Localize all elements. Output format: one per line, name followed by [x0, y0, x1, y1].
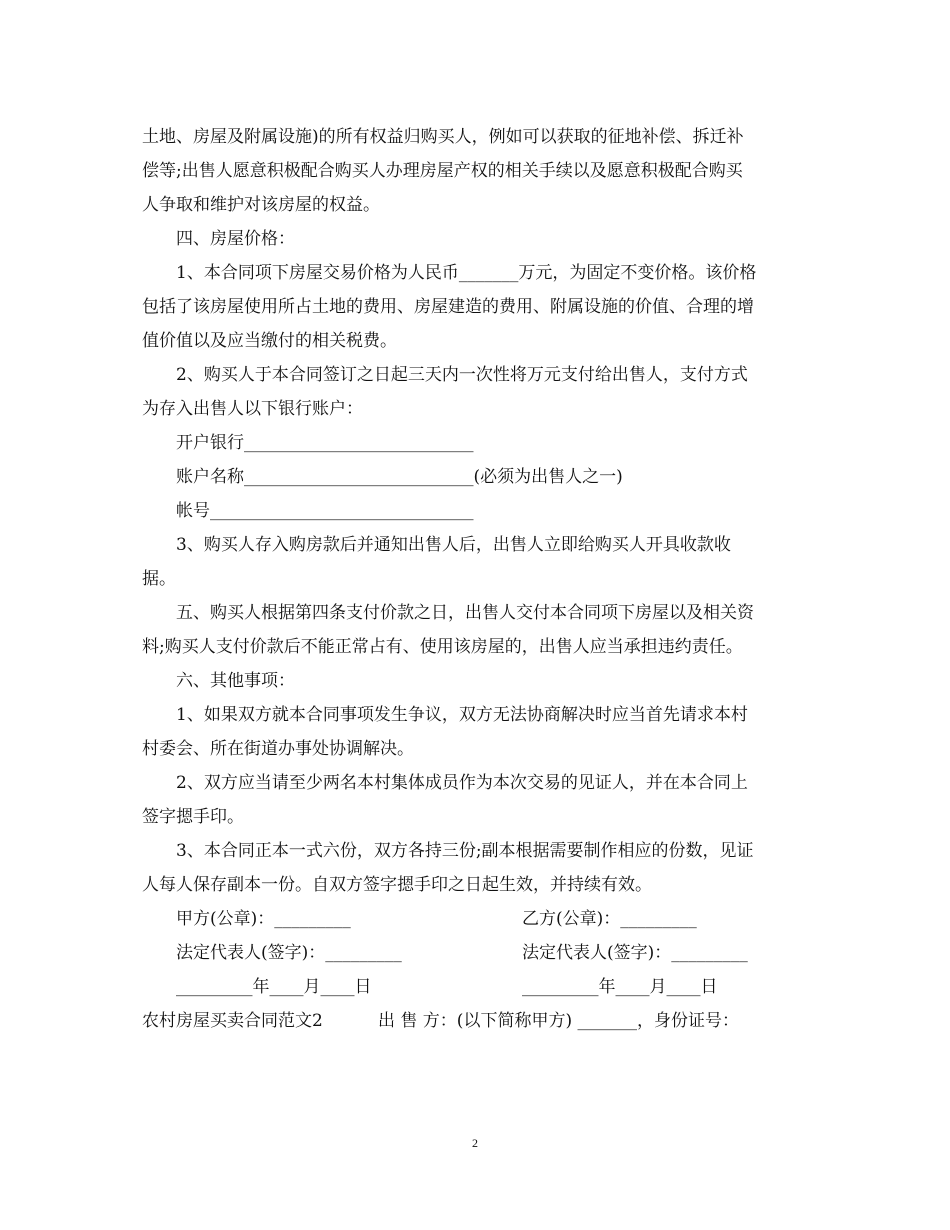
party-b-signature-field: 乙方(公章)：_________ [522, 909, 697, 929]
text-line: 值价值以及应当缴付的相关税费。 [142, 331, 397, 351]
document-body [142, 120, 822, 1038]
text-line: 帐号_______________________________ [176, 501, 474, 521]
text-line: 为存入出售人以下银行账户： [142, 399, 363, 419]
seller-info-line: 出 售 方：(以下简称甲方) _______，身份证号： [378, 1011, 739, 1031]
party-b-signature-field: _________年____月____日 [522, 977, 718, 997]
next-contract-heading-line [142, 1004, 822, 1038]
text-line: 料;购买人支付价款后不能正常占有、使用该房屋的，出售人应当承担违约责任。 [142, 637, 743, 657]
text-line: 包括了该房屋使用所占土地的费用、房屋建造的费用、附属设施的价值、合理的增 [142, 297, 754, 317]
text-line: 签字摁手印。 [142, 807, 244, 827]
text-line: 五、购买人根据第四条支付价款之日，出售人交付本合同项下房屋以及相关资 [176, 603, 754, 623]
next-contract-title: 农村房屋买卖合同范文2 [142, 1011, 323, 1031]
text-line: 3、购买人存入购房款后并通知出售人后，出售人立即给购买人开具收款收 [176, 535, 731, 555]
text-line: 1、本合同项下房屋交易价格为人民币_______万元，为固定不变价格。该价格 [176, 263, 757, 283]
page-number: 2 [472, 1136, 478, 1150]
party-a-signature-field: 法定代表人(签字)：_________ [176, 943, 402, 963]
text-line: 四、房屋价格： [176, 229, 295, 249]
text-line: 3、本合同正本一式六份，双方各持三份;副本根据需要制作相应的份数，见证 [176, 841, 754, 861]
signature-block [142, 902, 822, 1004]
text-line: 2、购买人于本合同签订之日起三天内一次性将万元支付给出售人，支付方式 [176, 365, 748, 385]
text-line: 村委会、所在街道办事处协调解决。 [142, 739, 414, 759]
text-line: 据。 [142, 569, 176, 589]
text-line: 开户银行___________________________ [176, 433, 474, 453]
text-line: 2、双方应当请至少两名本村集体成员作为本次交易的见证人，并在本合同上 [176, 773, 748, 793]
text-line: 偿等;出售人愿意积极配合购买人办理房屋产权的相关手续以及愿意积极配合购买 [142, 161, 743, 181]
text-line: 六、其他事项： [176, 671, 295, 691]
text-line: 人争取和维护对该房屋的权益。 [142, 195, 380, 215]
party-b-signature-field: 法定代表人(签字)：_________ [522, 943, 748, 963]
signature-row [142, 902, 822, 936]
paragraph-lines [142, 120, 822, 902]
text-line: 账户名称___________________________(必须为出售人之一) [176, 467, 623, 487]
party-a-signature-field: _________年____月____日 [176, 977, 372, 997]
party-a-signature-field: 甲方(公章)：_________ [176, 909, 351, 929]
text-line: 土地、房屋及附属设施)的所有权益归购买人，例如可以获取的征地补偿、拆迁补 [142, 127, 744, 147]
signature-row [142, 936, 822, 970]
text-line: 人每人保存副本一份。自双方签字摁手印之日起生效，并持续有效。 [142, 875, 652, 895]
text-line: 1、如果双方就本合同事项发生争议，双方无法协商解决时应当首先请求本村 [176, 705, 748, 725]
signature-row [142, 970, 822, 1004]
